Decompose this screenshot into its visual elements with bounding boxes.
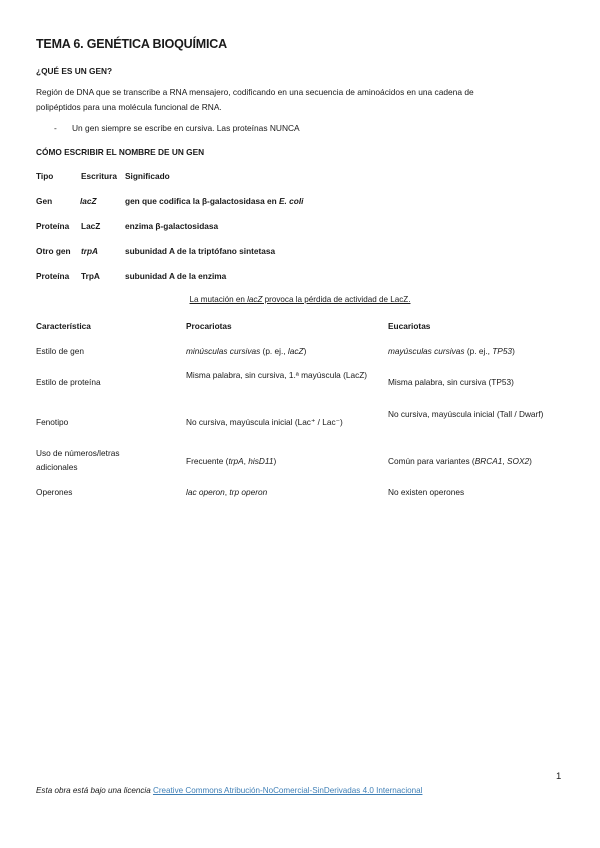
cell-escritura: lacZ bbox=[80, 196, 97, 206]
cell-tipo: Proteína bbox=[36, 271, 70, 281]
cell-caracteristica: Fenotipo bbox=[36, 417, 69, 427]
cell-procariotas bbox=[186, 345, 376, 359]
bullet-dash: - bbox=[54, 123, 57, 133]
cell-eucariotas bbox=[388, 376, 568, 390]
text-segment: , bbox=[224, 487, 230, 497]
cell-escritura: TrpA bbox=[81, 271, 100, 281]
bullet-text: Un gen siempre se escribe en cursiva. Las proteínas NUNCA bbox=[72, 123, 300, 133]
cell-eucariotas bbox=[388, 486, 568, 500]
definition-line-1: Región de DNA que se transcribe a RNA mensajero, codificando en una secuencia de aminoácidos en una cadena de bbox=[36, 87, 474, 97]
cell-tipo: Otro gen bbox=[36, 246, 71, 256]
cell-significado: subunidad A de la enzima bbox=[125, 271, 227, 281]
italic-segment: lac operon bbox=[186, 487, 225, 497]
text-segment: , bbox=[502, 456, 507, 466]
section-heading-que-es-un-gen: ¿QUÉ ES UN GEN? bbox=[36, 66, 113, 76]
italic-segment: hisD11 bbox=[248, 456, 274, 466]
header-escritura: Escritura bbox=[81, 171, 117, 181]
license-footer bbox=[36, 786, 422, 795]
text-segment: No existen operones bbox=[388, 487, 465, 497]
text-segment: Común para variantes ( bbox=[388, 456, 475, 466]
italic-segment: lacZ bbox=[287, 346, 304, 356]
caption-part: provoca la pérdida de actividad de LacZ. bbox=[262, 295, 411, 304]
text-segment: Frecuente ( bbox=[186, 456, 229, 466]
significado-text: gen que codifica la β-galactosidasa en bbox=[125, 196, 279, 206]
mutation-caption bbox=[0, 295, 600, 304]
significado-organism: E. coli bbox=[279, 196, 304, 206]
italic-segment: minúsculas cursivas bbox=[186, 346, 261, 356]
license-prefix: Esta obra está bajo una licencia bbox=[36, 786, 153, 795]
cell-procariotas bbox=[186, 369, 376, 383]
text-segment: No cursiva, mayúscula inicial (Tall / Dwarf) bbox=[388, 409, 544, 419]
header-caracteristica: Característica bbox=[36, 321, 91, 331]
header-significado: Significado bbox=[125, 171, 170, 181]
cell-significado: subunidad A de la triptófano sintetasa bbox=[125, 246, 276, 256]
definition-line-2: polipéptidos para una molécula funcional de RNA. bbox=[36, 101, 222, 112]
italic-segment: trpA bbox=[228, 456, 244, 466]
text-segment: ) bbox=[529, 456, 532, 466]
text-segment: No cursiva, mayúscula inicial (Lac⁺ / Lac⁻) bbox=[186, 417, 343, 427]
page-number: 1 bbox=[556, 771, 562, 782]
text-segment: ) bbox=[303, 346, 307, 356]
text-segment: (p. ej., bbox=[260, 346, 288, 356]
license-link[interactable]: Creative Commons Atribución-NoComercial-SinDerivadas 4.0 Internacional bbox=[152, 786, 423, 795]
italic-segment: BRCA1 bbox=[474, 456, 503, 466]
cell-caracteristica: Estilo de proteína bbox=[36, 377, 101, 387]
text-segment: (p. ej., bbox=[464, 346, 493, 356]
cell-caracteristica: Estilo de gen bbox=[36, 346, 84, 356]
text-segment: Misma palabra, sin cursiva (TP53) bbox=[388, 377, 514, 387]
cell-escritura: LacZ bbox=[81, 221, 101, 231]
cell-caracteristica: Uso de números/letras adicionales bbox=[36, 448, 120, 472]
section-heading-como-escribir: CÓMO ESCRIBIR EL NOMBRE DE UN GEN bbox=[36, 147, 205, 157]
header-tipo: Tipo bbox=[36, 171, 54, 181]
italic-segment: SOX2 bbox=[507, 456, 530, 466]
header-procariotas: Procariotas bbox=[186, 321, 232, 331]
page-title: TEMA 6. GENÉTICA BIOQUÍMICA bbox=[36, 37, 227, 51]
text-segment: , bbox=[243, 456, 249, 466]
italic-segment: mayúsculas cursivas bbox=[388, 346, 465, 356]
bullet-item bbox=[54, 123, 300, 133]
italic-segment: trp operon bbox=[229, 487, 268, 497]
cell-escritura: trpA bbox=[81, 246, 99, 256]
cell-tipo: Gen bbox=[36, 196, 53, 206]
italic-segment: TP53 bbox=[492, 346, 513, 356]
cell-procariotas bbox=[186, 416, 376, 430]
cell-eucariotas bbox=[388, 455, 568, 469]
cell-procariotas bbox=[186, 486, 376, 500]
cell-eucariotas bbox=[388, 345, 568, 359]
header-eucariotas: Eucariotas bbox=[388, 321, 431, 331]
cell-procariotas bbox=[186, 455, 376, 469]
text-segment: ) bbox=[273, 456, 277, 466]
caption-gene: lacZ bbox=[247, 295, 263, 304]
text-segment: ) bbox=[512, 346, 515, 356]
cell-significado: enzima β-galactosidasa bbox=[125, 221, 219, 231]
text-segment: Misma palabra, sin cursiva, 1.ª mayúscula (LacZ) bbox=[186, 370, 368, 380]
gene-definition-paragraph bbox=[36, 85, 556, 114]
caption-part: La mutación en bbox=[189, 295, 248, 304]
cell-caracteristica: Operones bbox=[36, 487, 73, 497]
cell-tipo: Proteína bbox=[36, 221, 70, 231]
cell-significado bbox=[125, 196, 303, 206]
cell-eucariotas bbox=[388, 408, 568, 422]
